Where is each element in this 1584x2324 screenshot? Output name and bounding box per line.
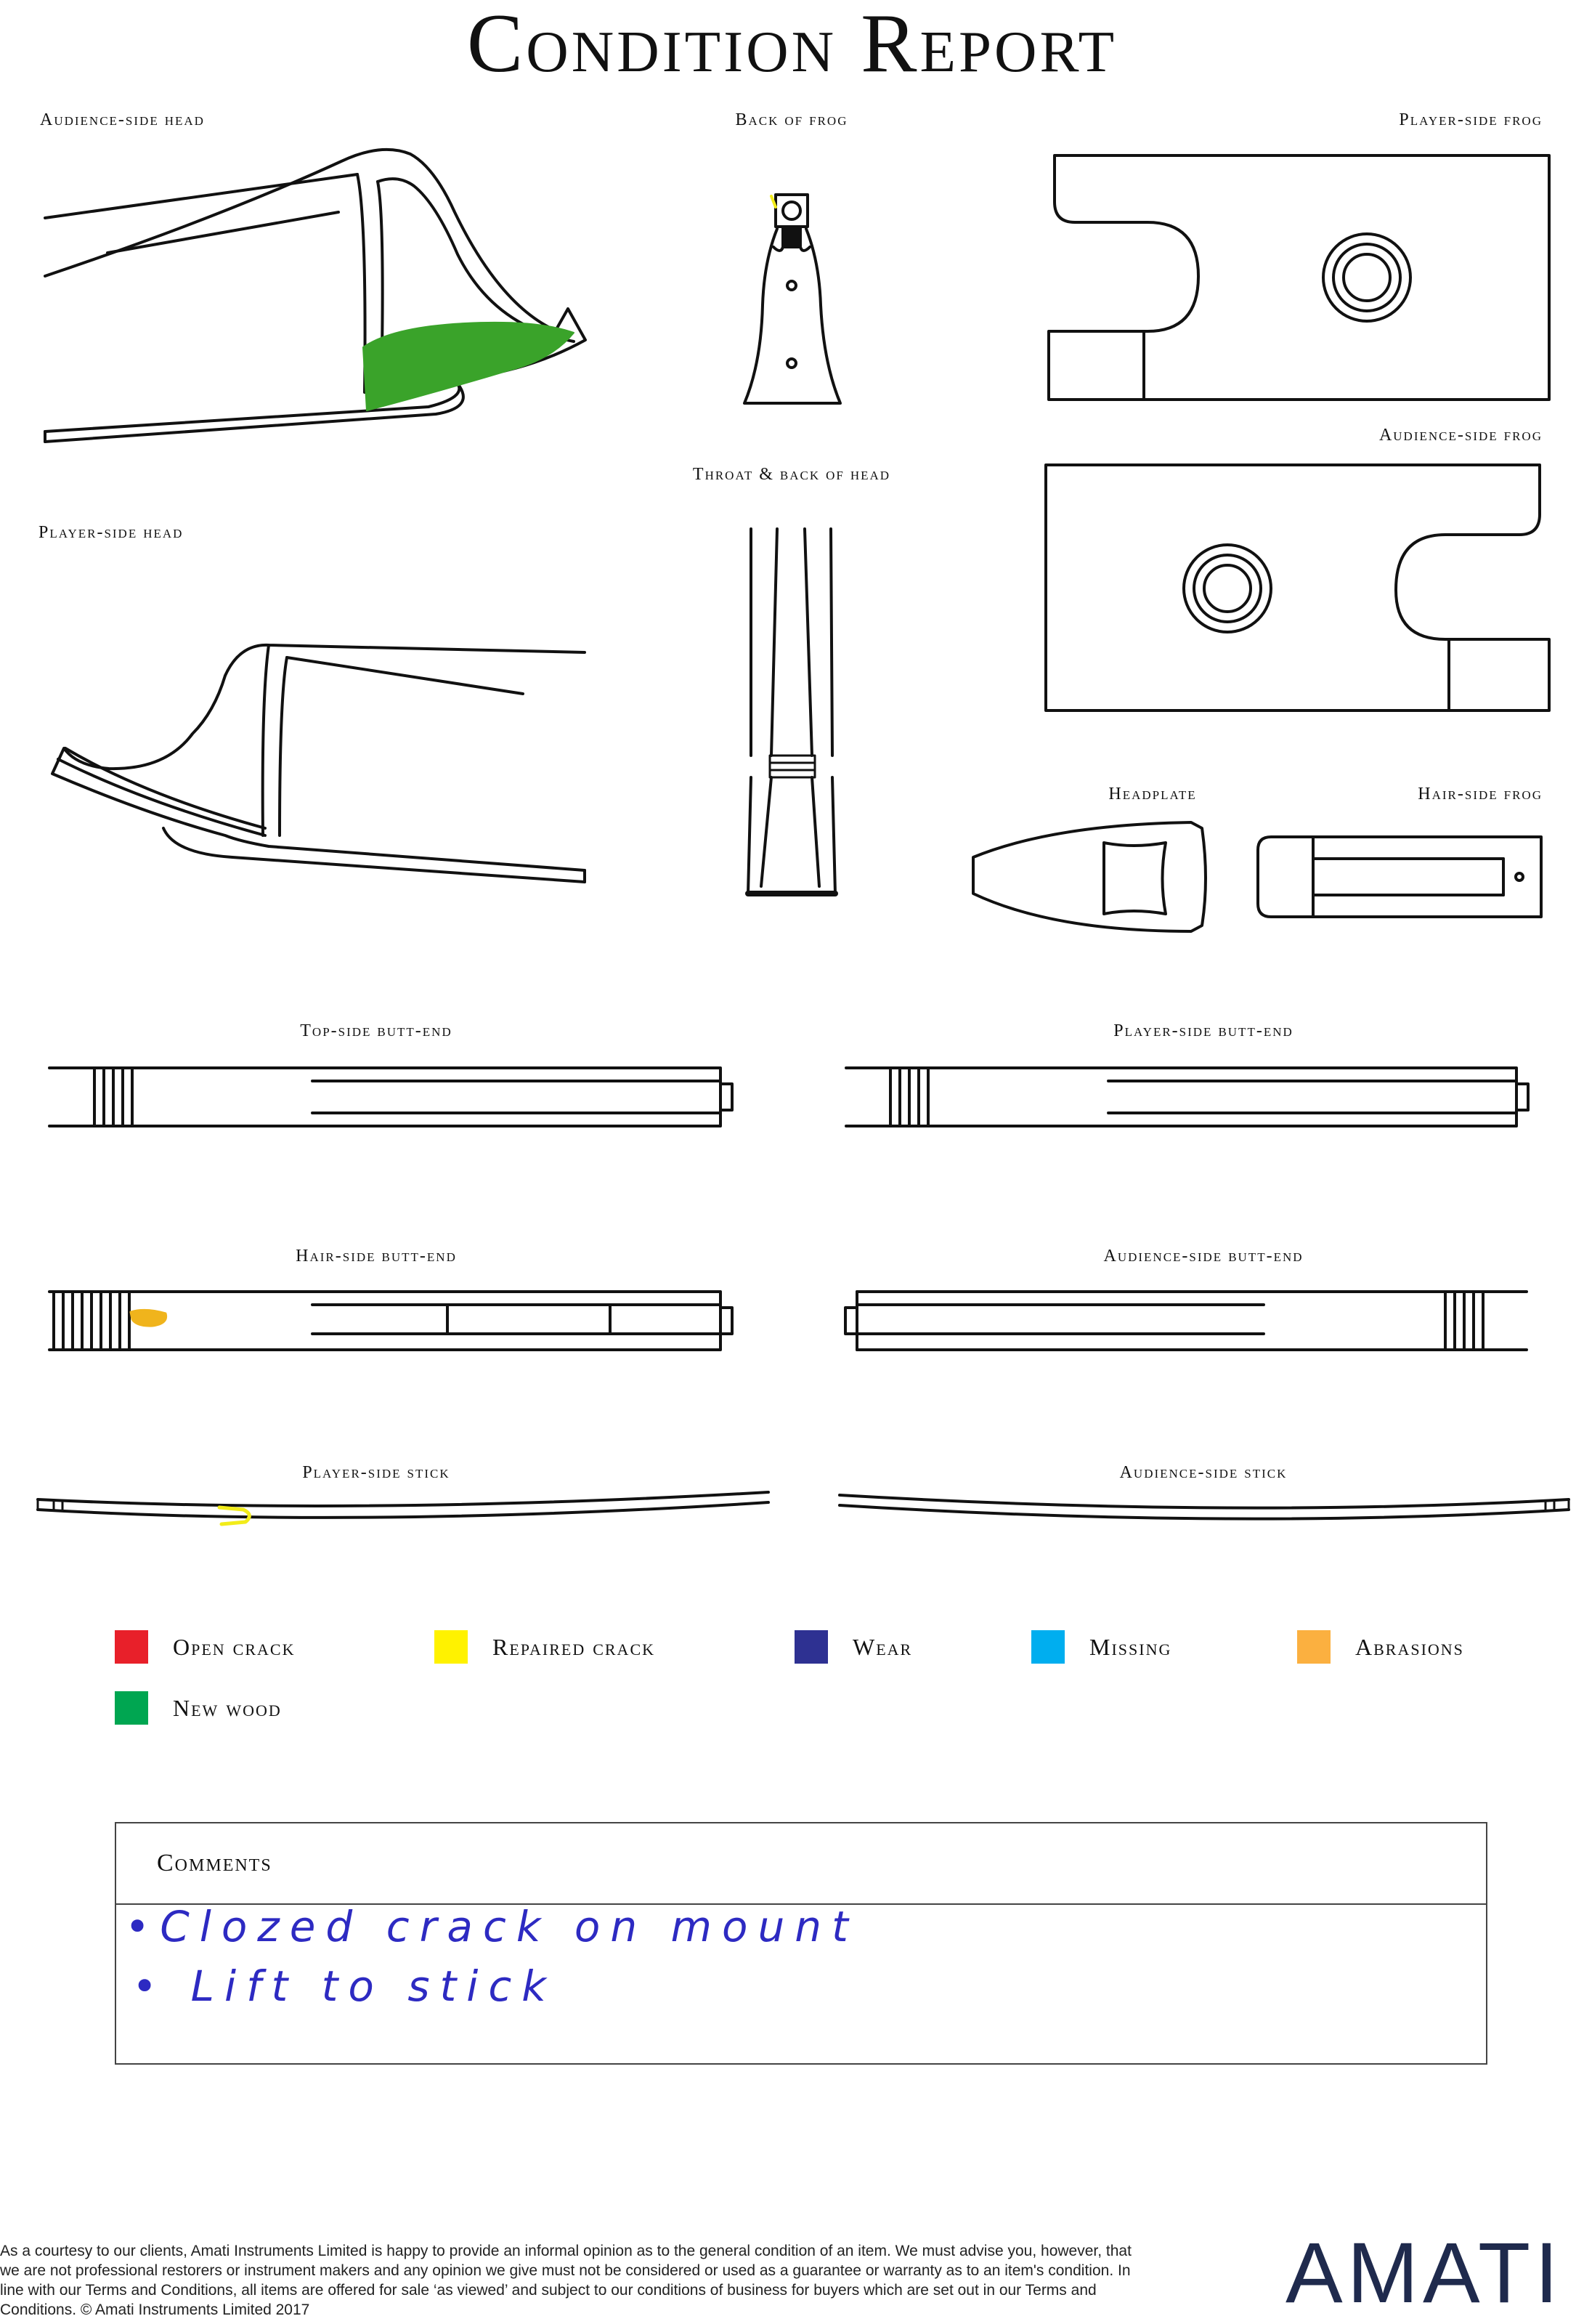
- player-side-head-drawing: [52, 645, 585, 882]
- legend-swatch-repaired-crack: [434, 1630, 468, 1664]
- legend-label: Open crack: [173, 1633, 296, 1660]
- legend-label: Wear: [853, 1633, 913, 1660]
- audience-side-stick-drawing: [840, 1495, 1569, 1519]
- legend-label: Missing: [1089, 1633, 1172, 1660]
- throat-back-of-head-drawing: [748, 529, 835, 894]
- legend-item-new-wood: [115, 1691, 282, 1725]
- label-audience-side-frog: Audience-side frog: [1378, 426, 1543, 445]
- label-hair-side-frog: Hair-side frog: [1418, 785, 1543, 803]
- audience-side-frog-drawing: [1046, 465, 1549, 710]
- label-player-side-head: Player-side head: [38, 523, 184, 542]
- legend-swatch-wear: [795, 1630, 828, 1664]
- label-audience-side-head: Audience-side head: [40, 110, 205, 129]
- hair-side-frog-drawing: [1258, 837, 1541, 917]
- label-player-side-stick: Player-side stick: [302, 1463, 450, 1482]
- hair-side-butt-end-drawing: [49, 1292, 732, 1350]
- new-wood-marking: [363, 323, 574, 410]
- label-throat-back-of-head: Throat & back of head: [692, 465, 891, 484]
- player-side-frog-drawing: [1049, 155, 1549, 400]
- legend-swatch-abrasions: [1297, 1630, 1331, 1664]
- page-title: Condition Report: [466, 0, 1118, 90]
- legend-label: Repaired crack: [492, 1633, 656, 1660]
- label-audience-side-stick: Audience-side stick: [1119, 1463, 1288, 1482]
- player-side-butt-end-drawing: [846, 1068, 1528, 1126]
- legend-item-abrasions: [1297, 1630, 1464, 1664]
- legend-swatch-missing: [1031, 1630, 1065, 1664]
- comments-heading: Comments: [116, 1823, 1486, 1905]
- legend-item-wear: [795, 1630, 912, 1664]
- abrasion-marking: [131, 1310, 166, 1326]
- legend-item-open-crack: [115, 1630, 295, 1664]
- comment-line: •Clozed crack on mount: [125, 1902, 858, 1951]
- amati-logo: AMATI: [1286, 2225, 1563, 2321]
- label-headplate: Headplate: [1108, 785, 1197, 803]
- legend-label: New wood: [173, 1694, 282, 1721]
- audience-side-butt-end-drawing: [845, 1292, 1527, 1350]
- label-player-side-frog: Player-side frog: [1399, 110, 1543, 129]
- back-of-frog-drawing: [744, 195, 840, 403]
- headplate-drawing: [973, 822, 1206, 931]
- legend-label: Abrasions: [1355, 1633, 1464, 1660]
- legend-swatch-new-wood: [115, 1691, 148, 1725]
- label-back-of-frog: Back of frog: [735, 110, 848, 129]
- audience-side-head-drawing: [45, 150, 585, 442]
- label-hair-side-butt-end: Hair-side butt-end: [296, 1247, 457, 1266]
- legend-item-repaired-crack: [434, 1630, 655, 1664]
- top-side-butt-end-drawing: [49, 1068, 732, 1126]
- label-audience-side-butt-end: Audience-side butt-end: [1103, 1247, 1304, 1266]
- player-side-stick-drawing: [38, 1492, 768, 1524]
- legend-item-missing: [1031, 1630, 1171, 1664]
- legend-swatch-open-crack: [115, 1630, 148, 1664]
- disclaimer-text: As a courtesy to our clients, Amati Instruments Limited is happy to provide an informal opinion as to the general condition of an item. We must advise you, however, that we are not professional restorers or instrument makers and any opinion we give must not be considered or used as a guarantee or warranty as to an item's condition. In line with our Terms and Conditions, all items are offered for sale ‘as viewed’ and subject to our conditions of business for buyers which are set out in our Terms and Conditions. © Amati Instruments Limited 2017: [0, 2243, 1132, 2318]
- label-top-side-butt-end: Top-side butt-end: [300, 1021, 452, 1040]
- comment-line: • Lift to stick: [132, 1961, 556, 2011]
- label-player-side-butt-end: Player-side butt-end: [1113, 1021, 1293, 1040]
